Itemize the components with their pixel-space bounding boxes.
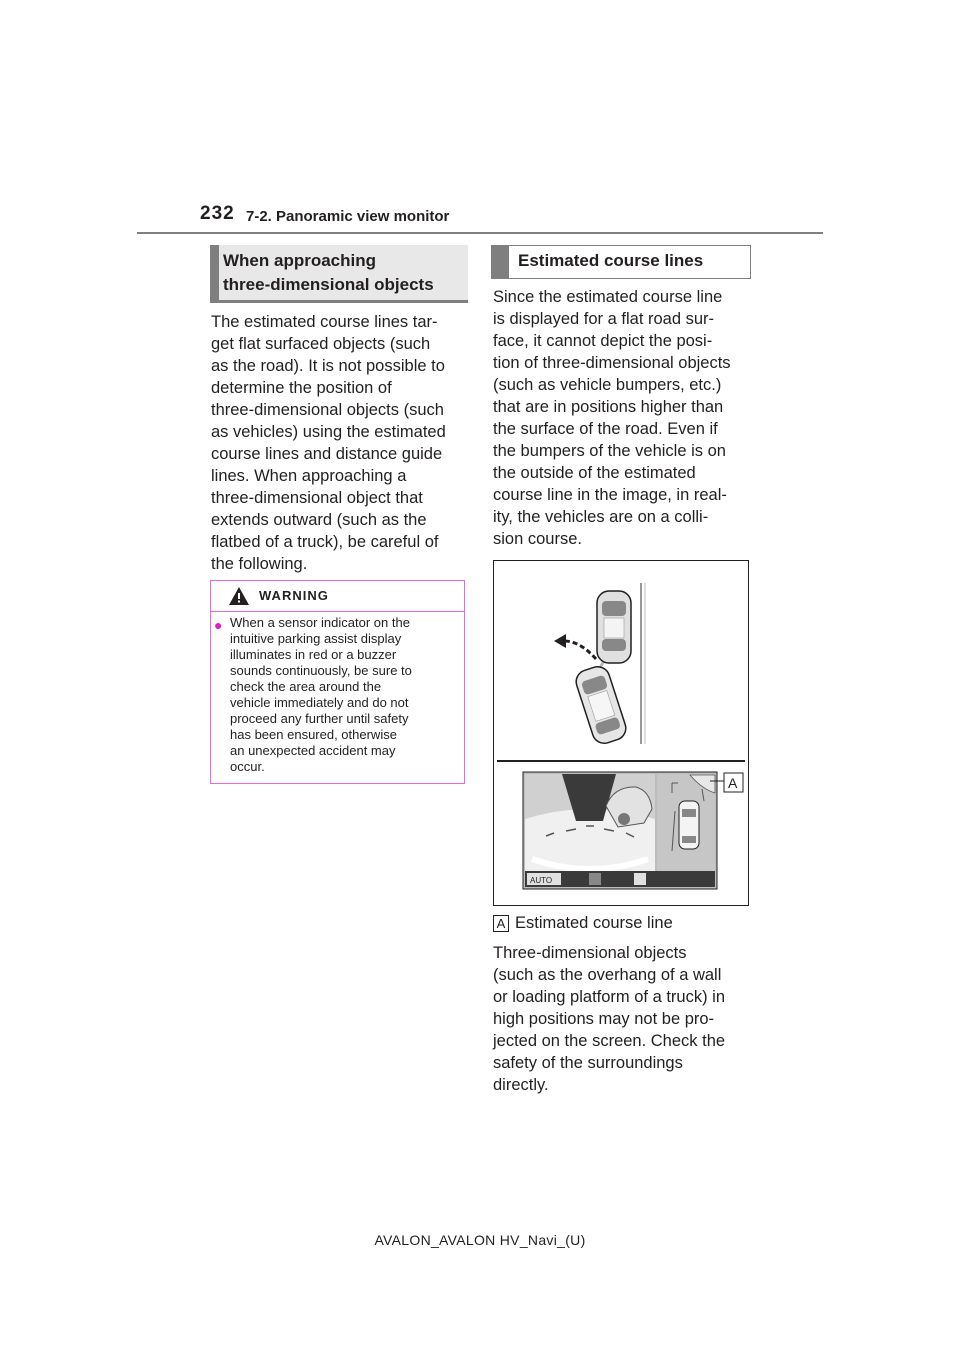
reversing-car-icon — [573, 664, 629, 747]
legend-text: Estimated course line — [515, 914, 673, 932]
footer-manual-id: AVALON_AVALON HV_Navi_(U) — [374, 1232, 586, 1248]
heading-bar — [210, 245, 219, 300]
auto-button-text: AUTO — [530, 876, 553, 885]
page-number: 232 — [200, 203, 235, 224]
section-title: 7-2. Panoramic view monitor — [246, 208, 450, 225]
warning-label: WARNING — [259, 588, 329, 603]
illustration — [493, 560, 749, 906]
warning-box — [210, 580, 465, 784]
parked-car-icon — [597, 591, 631, 663]
collision-course-illustration — [494, 561, 748, 905]
warning-triangle-icon — [228, 586, 250, 606]
legend-label-box: A — [493, 915, 509, 932]
right-section-heading — [491, 245, 751, 279]
warning-text: When a sensor indicator on the intuitive parking assist display illuminates in red or a buzzer sounds continuously, be sure to check the area around the vehicle immediately and do not proceed any further until safety has been ensured, otherwise an unexpected accident may occur. — [230, 615, 412, 774]
left-section-heading — [210, 245, 468, 303]
warning-header — [211, 581, 464, 612]
left-body-text: The estimated course lines tar- get flat surfaced objects (such as the road). It is not possible to determine the position of three-dimensional objects (such as vehicles) using the estimated course lines and distance guide lines. When approaching a three-dimensional object that extends outward (such as the flatbed of a truck), be careful of the following. — [211, 313, 446, 573]
callout-label-a: A — [728, 775, 738, 791]
right-body-text: Since the estimated course line is displayed for a flat road sur- face, it cannot depict the posi- tion of three-dimensional objects (such as vehicle bumpers, etc.) that are in positions higher than the surface of the road. Even if the bumpers of the vehicle is on the outside of the estimated course line in the image, in real- ity, the vehicles are on a colli- sion course. — [493, 288, 731, 548]
left-heading-text: When approaching three-dimensional objects — [223, 251, 434, 294]
right-heading-text: Estimated course lines — [518, 251, 704, 270]
bullet-icon: ● — [214, 617, 223, 633]
header-rule — [137, 232, 823, 234]
heading-bar — [491, 245, 509, 279]
note-text: Three-dimensional objects (such as the overhang of a wall or loading platform of a truck) in high positions may not be pro- jected on the screen. Check the safety of the surroundings directly. — [493, 944, 726, 1094]
